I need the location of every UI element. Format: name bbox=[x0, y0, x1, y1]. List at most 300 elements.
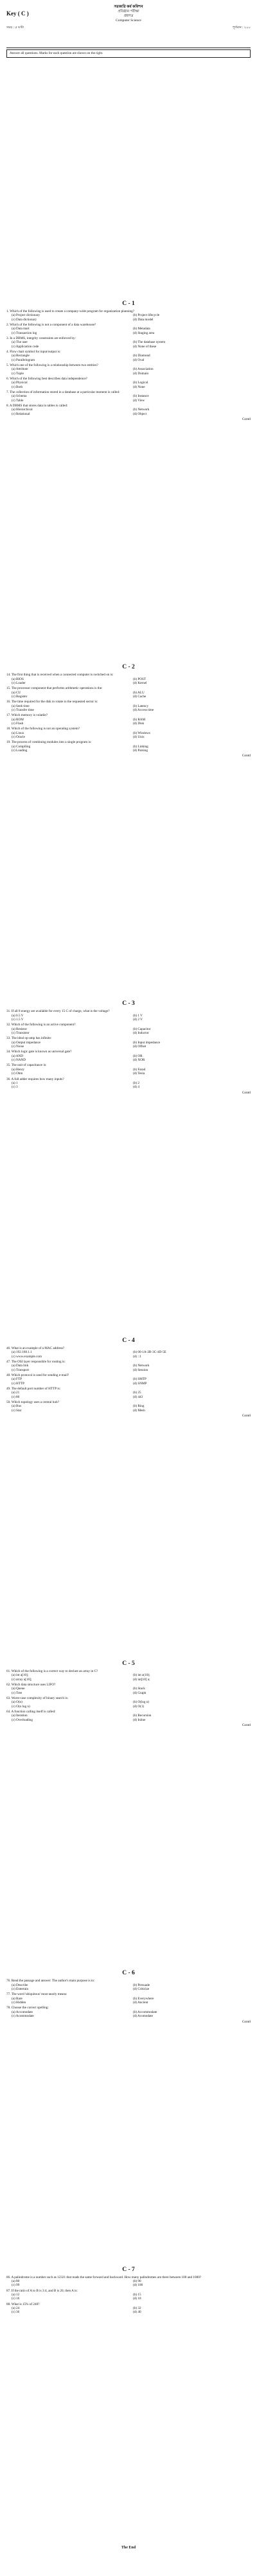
answer-option: (d) 443 bbox=[133, 1395, 143, 1399]
section-title: C - 4 bbox=[122, 1337, 135, 1344]
answer-option: (b) Latency bbox=[133, 704, 149, 708]
question-item bbox=[6, 1360, 251, 1372]
answer-option: (b) int a(10); bbox=[133, 1673, 150, 1678]
question-number: 33. bbox=[6, 1036, 11, 1041]
question-item bbox=[6, 390, 251, 403]
option-list bbox=[6, 1364, 251, 1372]
answer-option: (b) 90 bbox=[133, 2279, 141, 2283]
answer-option: (d) Data model bbox=[133, 317, 154, 322]
question-item bbox=[6, 727, 251, 739]
option-list bbox=[6, 2293, 251, 2301]
question-number: 47. bbox=[6, 1359, 11, 1364]
answer-option: (d) int[10] a; bbox=[133, 1677, 150, 1682]
question-item bbox=[6, 1373, 251, 1386]
option-list bbox=[6, 1404, 251, 1413]
question-item bbox=[6, 1979, 251, 1991]
answer-option: (d) Parsing bbox=[133, 749, 148, 753]
answer-option: (d) View bbox=[133, 398, 145, 403]
question-item bbox=[6, 350, 251, 362]
question-item bbox=[6, 377, 251, 389]
answer-option: (a) ROM bbox=[12, 717, 24, 722]
option-list bbox=[6, 1700, 251, 1709]
answer-option: (b) Diamond bbox=[133, 354, 150, 358]
answer-option: (a) The user bbox=[12, 340, 28, 345]
question-body: A DBMS that stores data in tables is called: bbox=[9, 403, 68, 408]
question-item bbox=[6, 1009, 251, 1022]
option-list bbox=[6, 1054, 251, 1063]
option-list bbox=[6, 1014, 251, 1022]
answer-option: (d) Object bbox=[133, 412, 147, 416]
question-number: 46. bbox=[6, 1346, 11, 1350]
option-list bbox=[6, 2010, 251, 2019]
answer-option: (b) Ring bbox=[133, 1404, 145, 1409]
option-list bbox=[6, 1041, 251, 1049]
question-item bbox=[6, 1387, 251, 1399]
answer-option: (d) Staging area bbox=[133, 331, 155, 335]
answer-option: (b) ALU bbox=[133, 690, 145, 695]
question-item bbox=[6, 1669, 251, 1682]
answer-option: (d) SNMP bbox=[133, 1381, 147, 1386]
answer-option: (d) Access time bbox=[133, 708, 154, 712]
question-number: 4. bbox=[6, 349, 9, 354]
answer-option: (b) Linking bbox=[133, 744, 148, 749]
answer-option: (a) O(n) bbox=[12, 1700, 22, 1705]
option-list bbox=[6, 2279, 251, 2288]
answer-option: (d) ::1 bbox=[133, 1354, 141, 1359]
answer-option: (a) Henry bbox=[12, 1067, 25, 1072]
answer-option: (a) Schema bbox=[12, 394, 27, 399]
answer-option: (a) Physical bbox=[12, 381, 28, 385]
answer-option: (a) 1 bbox=[12, 1081, 18, 1085]
question-item bbox=[6, 713, 251, 726]
section-title: C - 1 bbox=[122, 300, 135, 307]
question-body: Which topology uses a central hub? bbox=[11, 1400, 59, 1404]
answer-option: (a) Hierarchical bbox=[12, 408, 33, 412]
continued-label: Contd bbox=[242, 417, 251, 422]
question-body: The ideal op-amp has infinite: bbox=[11, 1036, 52, 1041]
answer-option: (a) AND bbox=[12, 1054, 24, 1058]
question-body: Which protocol is used for sending e-mail? bbox=[11, 1373, 69, 1377]
question-body: Read the passage and answer: The author's main purpose is to: bbox=[11, 1979, 95, 1983]
answer-option: (a) Rare bbox=[12, 1996, 22, 2001]
answer-option: (b) Network bbox=[133, 1364, 150, 1368]
question-body: In a DBMS, integrity constraints are enforced by: bbox=[10, 336, 76, 340]
question-number: 50. bbox=[6, 1400, 11, 1404]
question-body: If all 8 energy are available for every 15 C of charge, what is the voltage? bbox=[11, 1009, 110, 1014]
answer-option: (d) Acomodate bbox=[133, 2014, 153, 2019]
answer-option: (b) Association bbox=[133, 367, 154, 372]
question-body: The first thing that is received when a connected computer is switched on is: bbox=[11, 673, 114, 677]
answer-option: (a) Output impedance bbox=[12, 1040, 41, 1045]
answer-option: (b) 2 bbox=[133, 1081, 139, 1085]
question-item bbox=[6, 2276, 251, 2288]
answer-option: (d) 18 bbox=[133, 2297, 141, 2301]
answer-option: (d) 40 bbox=[133, 2310, 141, 2315]
answer-option: (d) None of these bbox=[133, 344, 157, 349]
continued-label: Contd bbox=[242, 754, 251, 758]
answer-option: (d) None bbox=[133, 385, 145, 389]
answer-option: (d) O(1) bbox=[133, 1704, 145, 1709]
answer-option: (a) 80 bbox=[12, 2279, 20, 2283]
option-list bbox=[6, 677, 251, 686]
question-number: 2. bbox=[6, 322, 9, 327]
answer-option: (c) 80 bbox=[12, 1395, 20, 1399]
question-number: 63. bbox=[6, 1696, 11, 1701]
answer-option: (b) Logical bbox=[133, 381, 148, 385]
question-item bbox=[6, 2302, 251, 2315]
question-body: Which of the following is not an operating system? bbox=[11, 727, 80, 731]
question-body: The process of combining modules into a single program is: bbox=[11, 740, 92, 745]
question-body: Flow chart symbol for input/output is: bbox=[10, 349, 61, 354]
question-body: The processor component that performs arithmetic operations is the: bbox=[11, 686, 103, 691]
answer-key-label: Key ( C ) bbox=[6, 10, 29, 17]
question-number: 77. bbox=[6, 1992, 11, 1997]
answer-option: (b) Network bbox=[133, 408, 150, 412]
answer-option: (d) Inductor bbox=[133, 1031, 149, 1036]
continued-label: Contd bbox=[242, 1723, 251, 1728]
option-list bbox=[6, 394, 251, 403]
question-number: 35. bbox=[6, 1063, 11, 1068]
question-body: Choose the correct spelling: bbox=[11, 2006, 49, 2010]
option-list bbox=[6, 313, 251, 322]
answer-option: (b) Recursion bbox=[133, 1714, 152, 1718]
answer-option: (a) Iteration bbox=[12, 1714, 28, 1718]
question-number: 18. bbox=[6, 727, 11, 731]
exam-meta bbox=[6, 26, 251, 31]
end-label: The End bbox=[121, 2545, 136, 2550]
question-number: 61. bbox=[6, 1669, 11, 1673]
answer-option: (b) The database system bbox=[133, 340, 166, 345]
answer-option: (c) 3 bbox=[12, 1085, 18, 1090]
answer-option: (a) 21 bbox=[12, 1391, 20, 1395]
question-number: 31. bbox=[6, 1009, 11, 1014]
question-body: What is an example of a MAC address? bbox=[11, 1346, 65, 1350]
answer-option: (a) Queue bbox=[12, 1687, 25, 1691]
answer-option: (a) Data link bbox=[12, 1364, 29, 1368]
answer-option: (d) Tesla bbox=[133, 1072, 145, 1076]
institution-line-2: প্রতিষ্ঠান পরীক্ষা bbox=[118, 10, 139, 13]
question-number: 6. bbox=[6, 376, 9, 381]
question-number: 48. bbox=[6, 1373, 11, 1377]
question-body: Which of the following is an active component? bbox=[11, 1023, 76, 1027]
sections-container bbox=[6, 300, 251, 2315]
answer-option: (d) Disk bbox=[133, 721, 145, 726]
option-list bbox=[6, 704, 251, 713]
answer-option: (a) FTP bbox=[12, 1377, 22, 1382]
question-body: Which of the following is used to create a company-wide program for organization planning? bbox=[10, 309, 135, 313]
question-number: 62. bbox=[6, 1683, 11, 1687]
answer-option: (a) Bus bbox=[12, 1404, 22, 1409]
answer-option: (c) Transfer time bbox=[12, 708, 34, 712]
answer-option: (c) Transport bbox=[12, 1368, 29, 1372]
answer-option: (c) www.example.com bbox=[12, 1354, 42, 1359]
answer-option: (c) Loader bbox=[12, 681, 26, 685]
answer-option: (b) Capacitor bbox=[133, 1027, 151, 1031]
answer-option: (c) Data dictionary bbox=[12, 317, 37, 322]
question-body: Which of the following is a correct way to declare an array in C? bbox=[11, 1669, 98, 1673]
continued-label: Contd bbox=[242, 1414, 251, 1418]
option-list bbox=[6, 1027, 251, 1036]
answer-option: (b) Input impedance bbox=[133, 1040, 161, 1045]
question-item bbox=[6, 1696, 251, 1709]
answer-option: (a) CU bbox=[12, 690, 21, 695]
answer-option: (d) Unix bbox=[133, 735, 145, 739]
answer-option: (a) 12 bbox=[12, 2292, 20, 2297]
answer-option: (c) Table bbox=[12, 398, 24, 403]
answer-option: (a) Linux bbox=[12, 731, 24, 735]
section-title: C - 2 bbox=[122, 664, 135, 671]
answer-option: (b) POST bbox=[133, 677, 146, 681]
answer-option: (a) Project dictionary bbox=[12, 313, 40, 318]
option-list bbox=[6, 2306, 251, 2315]
marks-label: পূর্ণমান : ২০০ bbox=[232, 26, 251, 30]
question-number: 15. bbox=[6, 686, 11, 691]
question-body: The word 'ubiquitous' most nearly means: bbox=[11, 1992, 67, 1997]
question-number: 16. bbox=[6, 700, 11, 704]
answer-option: (d) Offset bbox=[133, 1045, 146, 1049]
answer-option: (c) Entertain bbox=[12, 1987, 29, 1992]
answer-option: (b) Windows bbox=[133, 731, 150, 735]
question-number: 64. bbox=[6, 1710, 11, 1714]
answer-option: (b) Accommodate bbox=[133, 2010, 157, 2014]
question-body: The collection of information stored in a database at a particular moment is called: bbox=[10, 390, 120, 394]
question-item bbox=[6, 404, 251, 416]
question-number: 86. bbox=[6, 2275, 11, 2279]
answer-option: (a) BIOS bbox=[12, 677, 24, 681]
answer-option: (c) Application code bbox=[12, 344, 39, 349]
answer-option: (c) Loading bbox=[12, 749, 28, 753]
option-list bbox=[6, 1997, 251, 2005]
institution-block bbox=[6, 5, 251, 23]
question-item bbox=[6, 686, 251, 699]
option-list bbox=[6, 381, 251, 389]
answer-option: (c) Transaction log bbox=[12, 331, 37, 335]
question-body: If the ratio of A to B is 3:4, and B is 20, then A is: bbox=[11, 2288, 78, 2293]
question-body: A palindrome is a number such as 12321 that reads the same forward and backward. How many palindromes are there between 100 and 1000? bbox=[11, 2275, 202, 2279]
option-list bbox=[6, 408, 251, 416]
answer-option: (c) Transistor bbox=[12, 1031, 30, 1036]
option-list bbox=[6, 1391, 251, 1399]
question-number: 17. bbox=[6, 713, 11, 718]
answer-option: (c) 36 bbox=[12, 2310, 20, 2315]
section-title: C - 3 bbox=[122, 1000, 135, 1007]
question-body: The unit of capacitance is: bbox=[11, 1063, 47, 1068]
answer-option: (c) Relational bbox=[12, 412, 30, 416]
option-list bbox=[6, 1377, 251, 1386]
option-list bbox=[6, 1714, 251, 1722]
answer-option: (a) int a[10]; bbox=[12, 1673, 29, 1678]
answer-option: (b) Stack bbox=[133, 1687, 145, 1691]
question-item bbox=[6, 2289, 251, 2301]
question-item bbox=[6, 673, 251, 685]
answer-option: (a) Seek time bbox=[12, 704, 30, 708]
answer-option: (d) Mesh bbox=[133, 1408, 145, 1413]
question-body: Which logic gate is known as universal gate? bbox=[11, 1050, 72, 1054]
time-label: সময় : ৫ ঘণ্টা bbox=[6, 26, 24, 30]
answer-option: (c) Parallelogram bbox=[12, 358, 35, 362]
option-list bbox=[6, 691, 251, 699]
answer-option: (a) Attribute bbox=[12, 367, 28, 372]
answer-option: (c) Flash bbox=[12, 721, 24, 726]
answer-option: (a) Accomodate bbox=[12, 2010, 33, 2014]
answer-option: (b) OR bbox=[133, 1054, 143, 1058]
question-item bbox=[6, 1683, 251, 1695]
answer-option: (d) 100 bbox=[133, 2283, 143, 2288]
answer-option: (d) 2 V bbox=[133, 1018, 143, 1022]
answer-option: (d) Kernel bbox=[133, 681, 147, 685]
answer-option: (b) RAM bbox=[133, 717, 146, 722]
question-item bbox=[6, 1346, 251, 1359]
answer-option: (d) Inline bbox=[133, 1718, 146, 1722]
option-list bbox=[6, 718, 251, 726]
question-item bbox=[6, 700, 251, 712]
answer-option: (c) Both bbox=[12, 385, 23, 389]
institution-line-1: সরকারি কর্ম কমিশন bbox=[114, 5, 143, 9]
question-item bbox=[6, 323, 251, 335]
answer-option: (a) Resistor bbox=[12, 1027, 28, 1031]
question-item bbox=[6, 1063, 251, 1075]
answer-option: (d) Cache bbox=[133, 694, 146, 699]
question-number: 8. bbox=[6, 403, 9, 408]
answer-option: (b) Persuade bbox=[133, 1983, 150, 1987]
continued-label: Contd bbox=[242, 1090, 251, 1095]
answer-option: (a) 192.168.1.1 bbox=[12, 1350, 32, 1355]
question-number: 5. bbox=[6, 363, 9, 367]
answer-option: (b) 25 bbox=[133, 1391, 141, 1395]
answer-option: (c) Tuple bbox=[12, 371, 24, 376]
section-title: C - 7 bbox=[122, 2266, 135, 2273]
answer-option: (d) Ancient bbox=[133, 2001, 148, 2005]
answer-option: (c) Tree bbox=[12, 1691, 22, 1695]
answer-option: (a) 24 bbox=[12, 2306, 20, 2310]
question-number: 7. bbox=[6, 390, 9, 394]
answer-option: (d) Graph bbox=[133, 1691, 146, 1695]
answer-option: (b) Project lifecycle bbox=[133, 313, 160, 318]
answer-option: (b) O(log n) bbox=[133, 1700, 150, 1705]
answer-option: (c) HTTP bbox=[12, 1381, 25, 1386]
question-number: 87. bbox=[6, 2288, 11, 2293]
question-number: 49. bbox=[6, 1386, 11, 1391]
question-number: 36. bbox=[6, 1077, 11, 1081]
instruction-box: Answer all questions. Marks for each question are shown on the right. bbox=[6, 49, 251, 58]
option-list bbox=[6, 354, 251, 362]
answer-option: (c) Oracle bbox=[12, 735, 25, 739]
question-item bbox=[6, 740, 251, 753]
question-body: Which memory is volatile? bbox=[11, 713, 48, 718]
question-body: The default port number of HTTP is: bbox=[11, 1386, 61, 1391]
answer-option: (b) Instance bbox=[133, 394, 149, 399]
answer-option: (d) 4 bbox=[133, 1085, 139, 1090]
answer-option: (c) Ohm bbox=[12, 1072, 23, 1076]
answer-option: (c) Acommodate bbox=[12, 2014, 34, 2019]
option-list bbox=[6, 327, 251, 335]
continued-label: Contd bbox=[242, 2019, 251, 2024]
question-number: 32. bbox=[6, 1023, 11, 1027]
question-number: 14. bbox=[6, 673, 11, 677]
answer-option: (c) 1.5 V bbox=[12, 1018, 24, 1022]
answer-option: (c) NAND bbox=[12, 1058, 26, 1063]
answer-option: (c) O(n log n) bbox=[12, 1704, 30, 1709]
answer-option: (c) Overloading bbox=[12, 1718, 33, 1722]
question-number: 3. bbox=[6, 336, 9, 340]
answer-option: (b) 00-1A-2B-3C-4D-5E bbox=[133, 1350, 166, 1355]
question-number: 19. bbox=[6, 740, 11, 745]
answer-option: (d) Oval bbox=[133, 358, 145, 362]
question-item bbox=[6, 1710, 251, 1722]
answer-option: (d) XOR bbox=[133, 1058, 145, 1063]
option-list bbox=[6, 1068, 251, 1076]
answer-option: (c) Noise bbox=[12, 1045, 24, 1049]
answer-option: (b) SMTP bbox=[133, 1377, 146, 1382]
answer-option: (a) Rectangle bbox=[12, 354, 30, 358]
option-list bbox=[6, 1983, 251, 1992]
answer-option: (a) Compiling bbox=[12, 744, 31, 749]
option-list bbox=[6, 340, 251, 349]
section-title: C - 5 bbox=[122, 1660, 135, 1667]
question-number: 34. bbox=[6, 1050, 11, 1054]
answer-option: (d) Criticize bbox=[133, 1987, 150, 1992]
question-item bbox=[6, 1400, 251, 1413]
question-body: Worst-case complexity of binary search is: bbox=[11, 1696, 69, 1701]
question-body: The time required for the disk to rotate to the requested sector is: bbox=[11, 700, 98, 704]
question-body: Which one of the following is a relationship between two entities? bbox=[10, 363, 98, 367]
question-body: Which of the following best describes data independence? bbox=[10, 376, 87, 381]
answer-option: (b) 1 V bbox=[133, 1013, 143, 1018]
answer-option: (c) Star bbox=[12, 1408, 22, 1413]
option-list bbox=[6, 1081, 251, 1090]
answer-option: (d) Domain bbox=[133, 371, 149, 376]
option-list bbox=[6, 731, 251, 740]
subject-line: Computer Science bbox=[116, 19, 141, 22]
question-number: 78. bbox=[6, 2006, 11, 2010]
question-item bbox=[6, 363, 251, 376]
question-number: 1. bbox=[6, 309, 9, 313]
question-body: Which data structure uses LIFO? bbox=[11, 1683, 56, 1687]
answer-option: (b) Metadata bbox=[133, 327, 150, 331]
question-body: The OSI layer responsible for routing is: bbox=[11, 1359, 66, 1364]
question-item bbox=[6, 1050, 251, 1062]
option-list bbox=[6, 1687, 251, 1695]
answer-option: (c) 99 bbox=[12, 2283, 20, 2288]
answer-option: (b) Farad bbox=[133, 1067, 146, 1072]
answer-option: (b) 32 bbox=[133, 2306, 141, 2310]
answer-option: (d) Session bbox=[133, 1368, 148, 1372]
institution-line-3: প্রশ্নপত্র bbox=[123, 14, 134, 18]
question-body: What is 15% of 240? bbox=[11, 2302, 40, 2306]
answer-option: (c) array a[10]; bbox=[12, 1677, 32, 1682]
answer-option: (a) Describe bbox=[12, 1983, 28, 1987]
question-item bbox=[6, 2006, 251, 2018]
answer-option: (b) 15 bbox=[133, 2292, 141, 2297]
question-item bbox=[6, 1023, 251, 1035]
question-item bbox=[6, 1077, 251, 1090]
answer-option: (a) 0.5 V bbox=[12, 1013, 24, 1018]
question-item bbox=[6, 1036, 251, 1049]
page-header bbox=[6, 5, 251, 46]
question-body: A function calling itself is called: bbox=[11, 1710, 56, 1714]
answer-option: (c) Register bbox=[12, 694, 28, 699]
question-number: 76. bbox=[6, 1979, 11, 1983]
option-list bbox=[6, 745, 251, 753]
option-list bbox=[6, 367, 251, 376]
option-list bbox=[6, 1350, 251, 1359]
question-number: 88. bbox=[6, 2302, 11, 2306]
question-item bbox=[6, 1992, 251, 2005]
question-body: A full adder requires how many inputs? bbox=[11, 1077, 64, 1081]
answer-option: (c) 16 bbox=[12, 2297, 20, 2301]
option-list bbox=[6, 1673, 251, 1682]
section-title: C - 6 bbox=[122, 1970, 135, 1977]
